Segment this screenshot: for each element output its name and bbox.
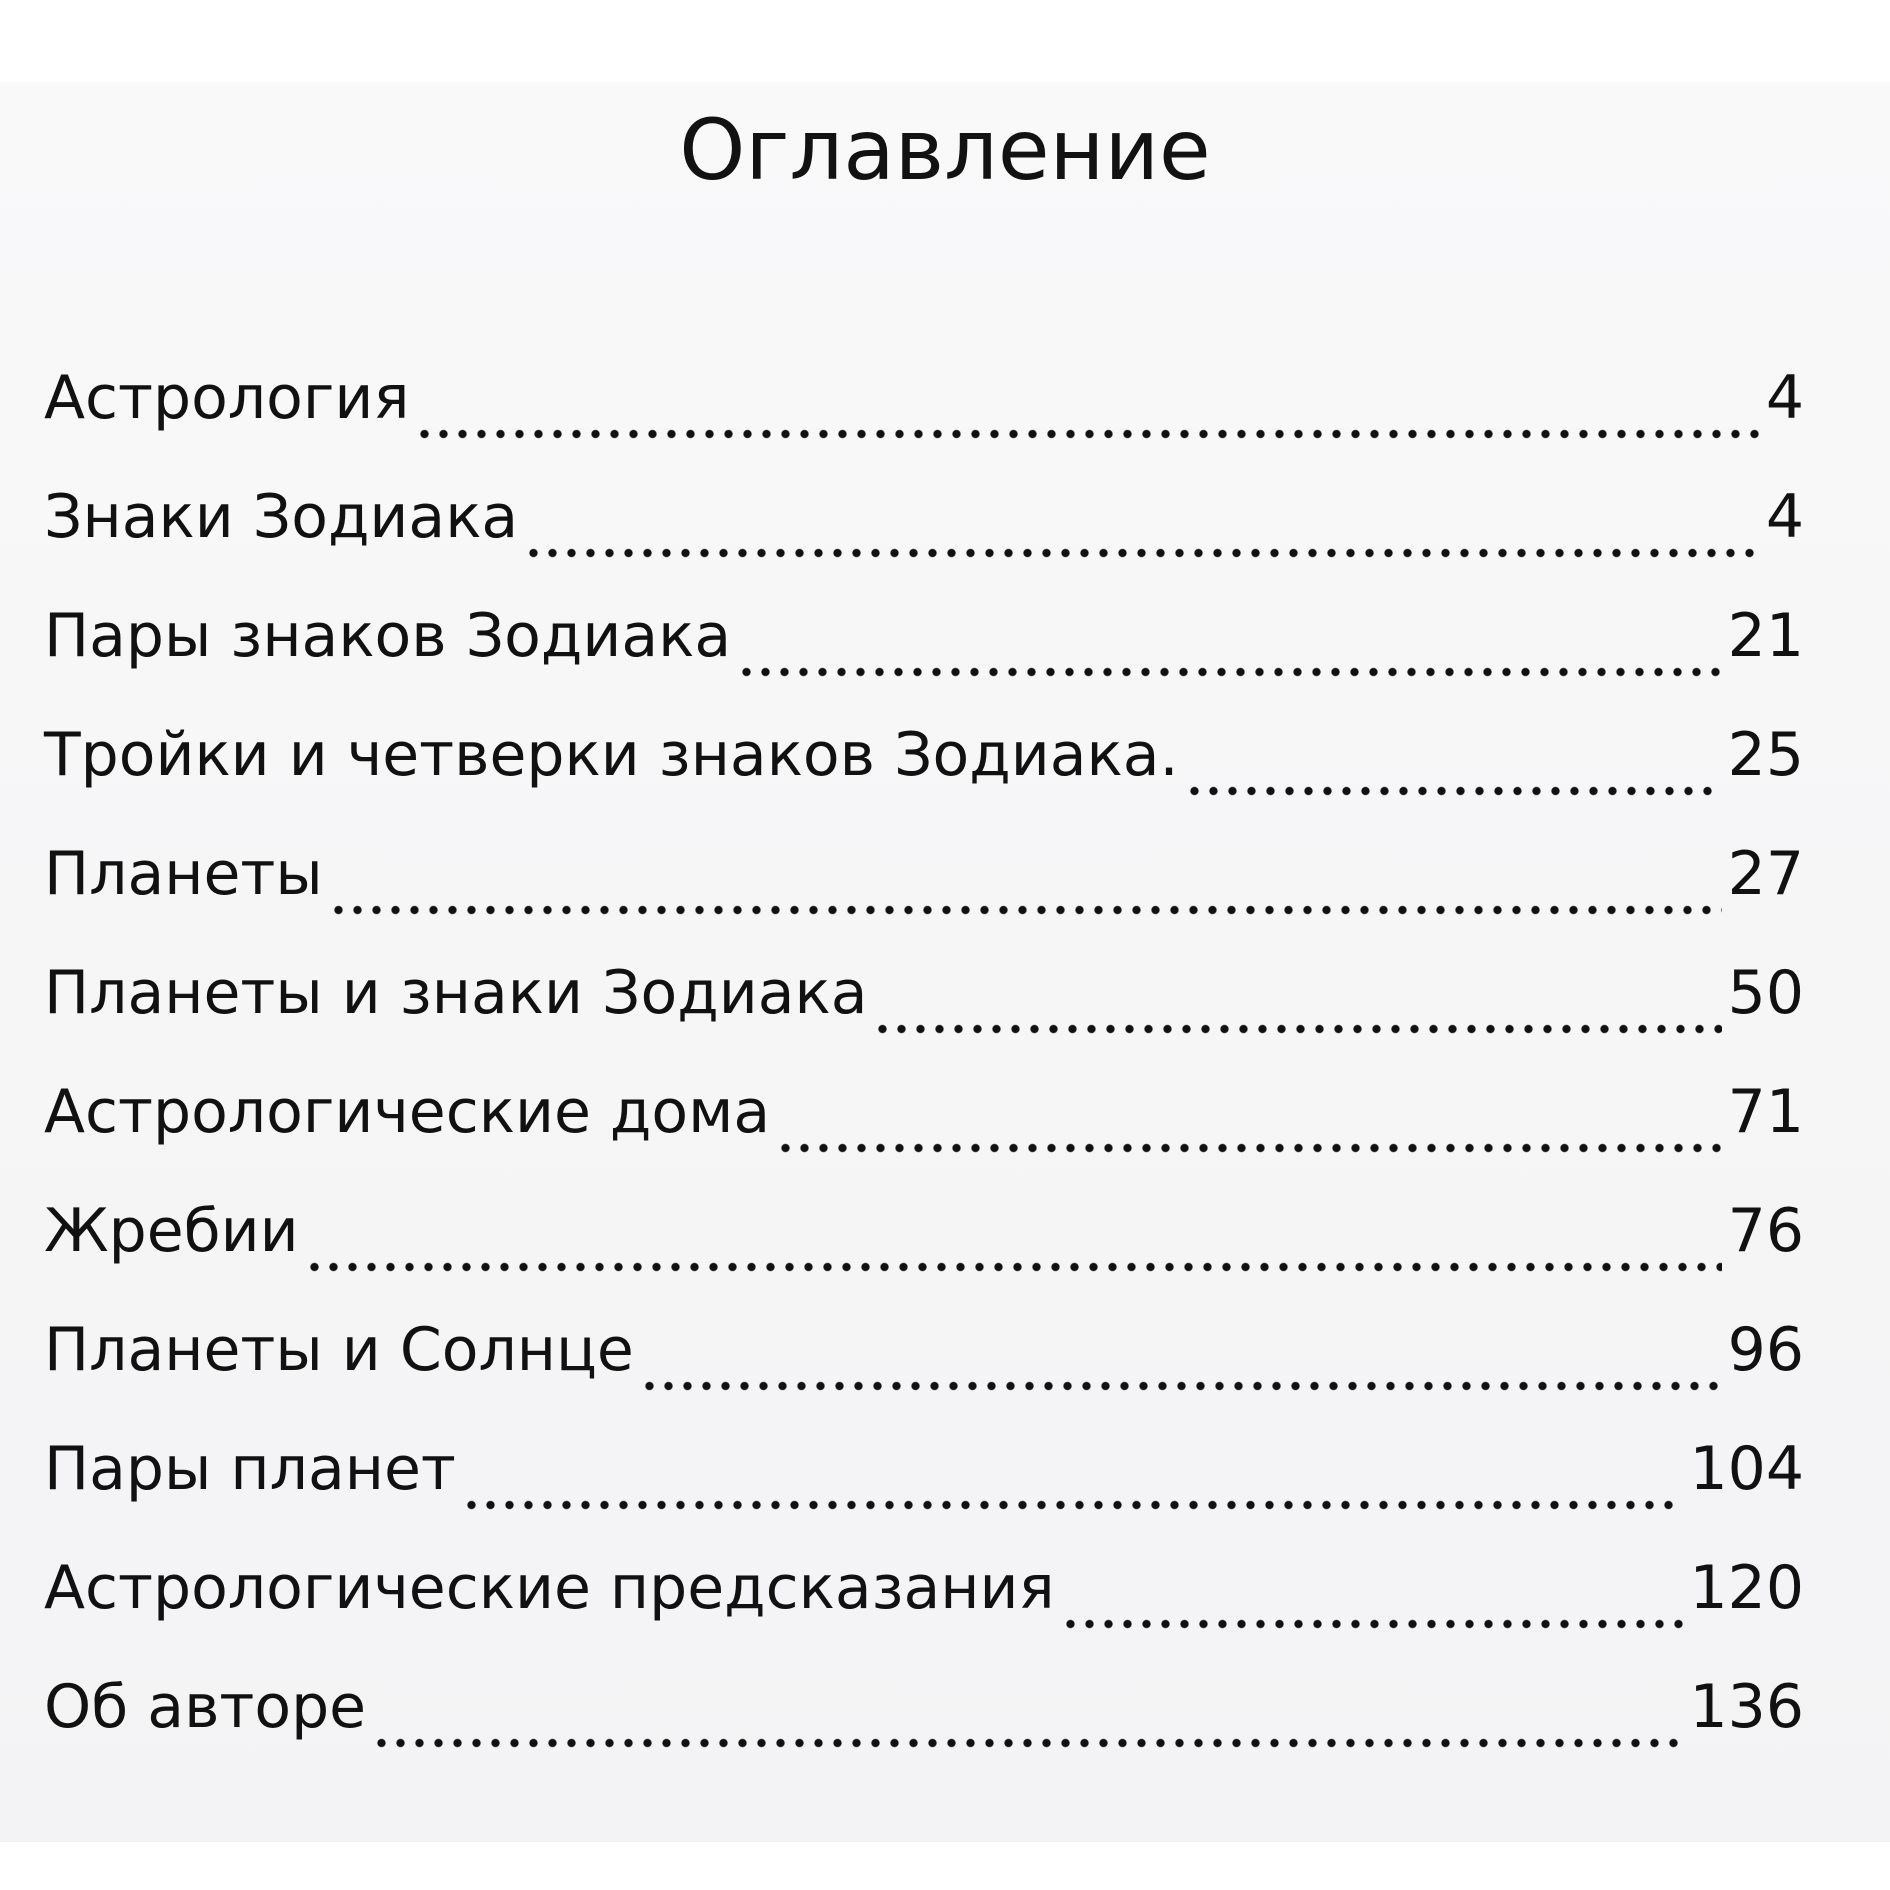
- toc-entry: [44, 943, 1804, 1062]
- toc-entry-page-number: 96: [1727, 1315, 1804, 1385]
- dot-leader: [305, 1262, 1722, 1272]
- toc-entry-label: Тройки и четверки знаков Зодиака.: [44, 720, 1179, 790]
- dot-leader: [737, 667, 1722, 677]
- toc-entry-page-number: 50: [1727, 958, 1804, 1028]
- toc-entry-label: Об авторе: [44, 1672, 367, 1742]
- toc-entry-label: Планеты: [44, 839, 323, 909]
- toc-entry: [44, 1062, 1804, 1181]
- toc-entry: [44, 824, 1804, 943]
- toc-entry: [44, 467, 1804, 586]
- toc-entry: [44, 705, 1804, 824]
- toc-entry: [44, 1419, 1804, 1538]
- page-title: Оглавление: [679, 101, 1211, 199]
- toc-entry-label: Астрологические дома: [44, 1077, 771, 1147]
- toc-entry-label: Астрологические предсказания: [44, 1553, 1055, 1623]
- toc-entry-label: Пары знаков Зодиака: [44, 601, 732, 671]
- toc-entry-page-number: 120: [1689, 1553, 1804, 1623]
- toc-entry-page-number: 76: [1727, 1196, 1804, 1266]
- toc-entry-label: Астрология: [44, 363, 410, 433]
- toc-entry-label: Планеты и Солнце: [44, 1315, 634, 1385]
- toc-entry-label: Планеты и знаки Зодиака: [44, 958, 868, 1028]
- toc-entry: [44, 1538, 1804, 1657]
- dot-leader: [329, 905, 1722, 915]
- toc-entry-page-number: 21: [1727, 601, 1804, 671]
- toc-entry: [44, 348, 1804, 467]
- toc-entry-page-number: 4: [1765, 363, 1804, 433]
- toc-entry-page-number: 136: [1689, 1672, 1804, 1742]
- dot-leader: [776, 1143, 1721, 1153]
- toc-entry-label: Пары планет: [44, 1434, 456, 1504]
- toc-entry-page-number: 71: [1727, 1077, 1804, 1147]
- toc-entry-page-number: 104: [1689, 1434, 1804, 1504]
- toc-entry-label: Знаки Зодиака: [44, 482, 519, 552]
- toc-entry-label: Жребии: [44, 1196, 299, 1266]
- dot-leader: [462, 1500, 1684, 1510]
- toc-entry-page-number: 25: [1727, 720, 1804, 790]
- dot-leader: [1061, 1619, 1684, 1629]
- dot-leader: [372, 1738, 1683, 1748]
- toc-entry-page-number: 27: [1727, 839, 1804, 909]
- dot-leader: [415, 429, 1759, 439]
- dot-leader: [524, 548, 1760, 558]
- dot-leader: [1185, 786, 1722, 796]
- dot-leader: [873, 1024, 1721, 1034]
- dot-leader: [640, 1381, 1722, 1391]
- toc-entry: [44, 1657, 1804, 1776]
- toc-entry: [44, 1181, 1804, 1300]
- toc-entry: [44, 1300, 1804, 1419]
- toc-entry-page-number: 4: [1765, 482, 1804, 552]
- table-of-contents: [44, 348, 1804, 1776]
- toc-entry: [44, 586, 1804, 705]
